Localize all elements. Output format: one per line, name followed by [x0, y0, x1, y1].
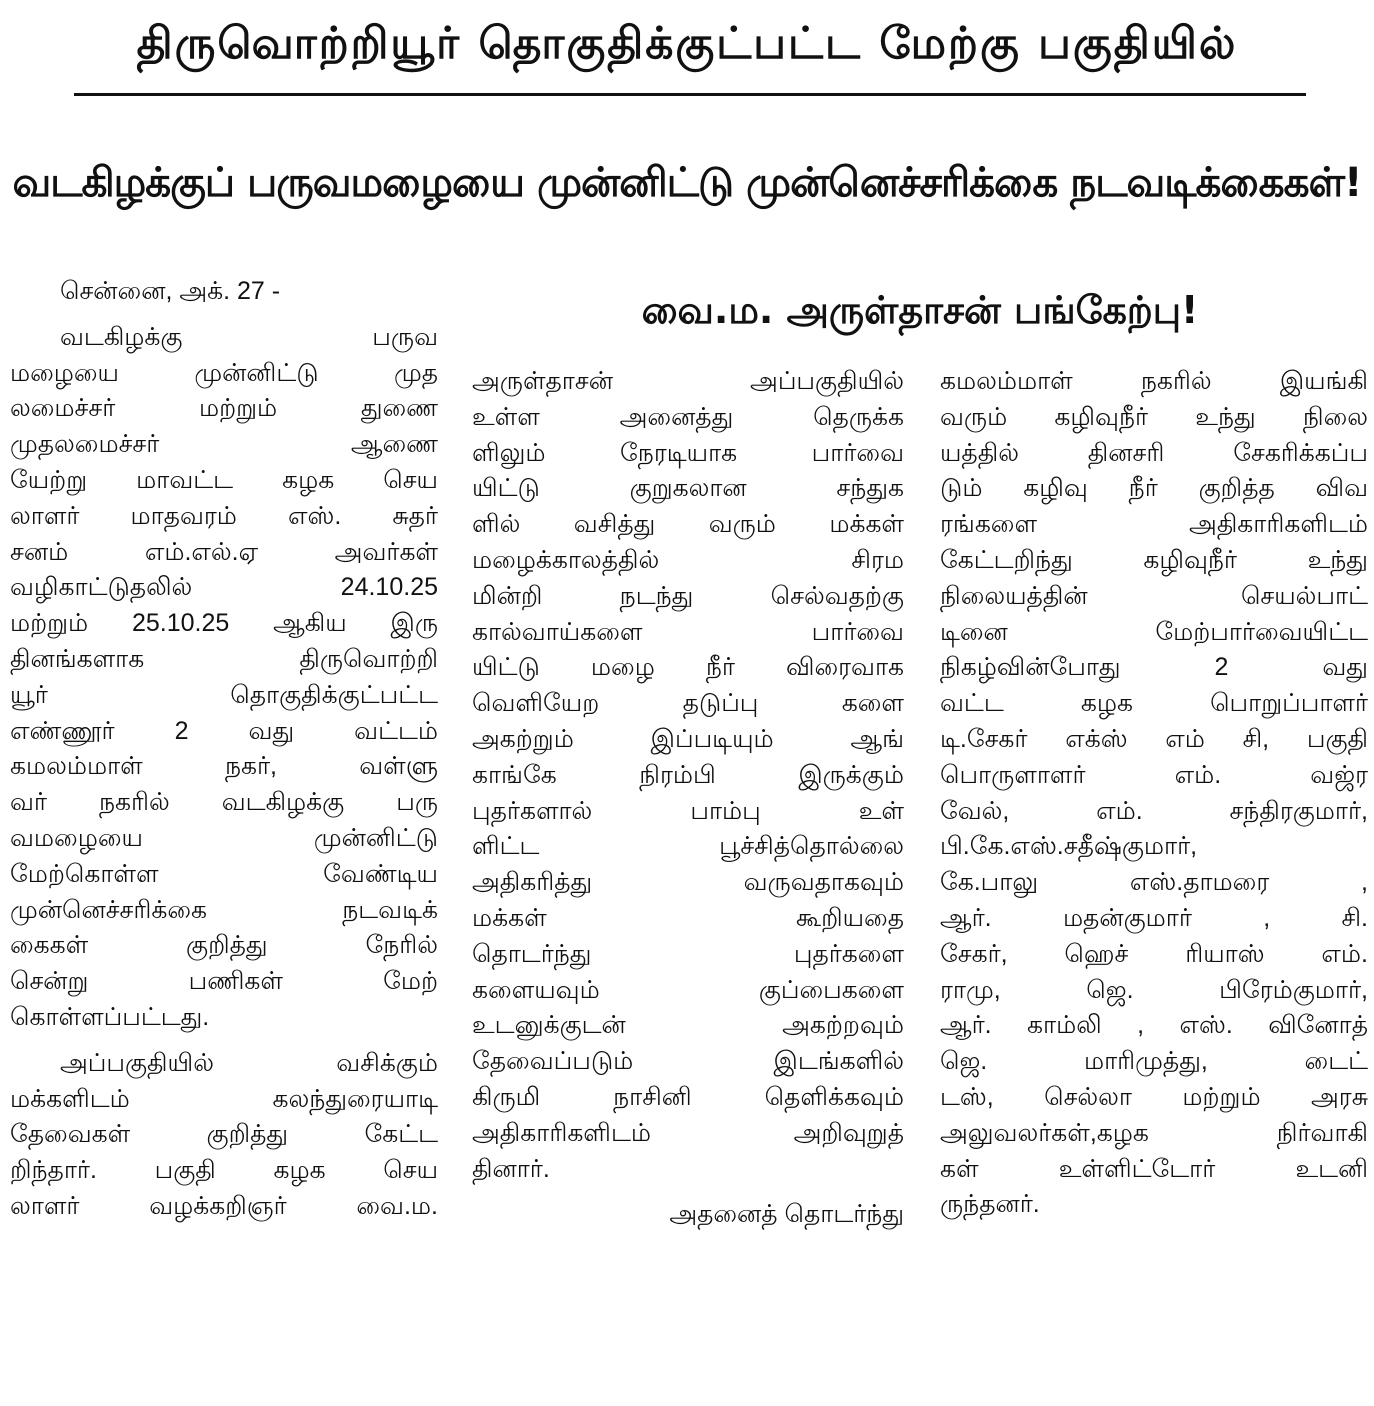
text-line: ளிட்ட பூச்சித்தொல்லை: [472, 832, 904, 861]
text-line: உள்ள அனைத்து தெருக்க: [472, 402, 904, 431]
text-line: ராமு, ஜெ. பிரேம்குமார்,: [940, 975, 1368, 1004]
article-headline: வடகிழக்குப் பருவமழையை முன்னிட்டு முன்னெச்சரிக்கை நடவடிக்கைகள்!: [12, 158, 1362, 206]
text-line: வடகிழக்கு பருவ: [60, 322, 438, 351]
text-line: யிட்டு மழை நீர் விரைவாக: [472, 653, 904, 682]
text-line: வரும் கழிவுநீர் உந்து நிலை: [940, 402, 1368, 431]
text-line: ரங்களை அதிகாரிகளிடம்: [940, 510, 1368, 539]
text-line: பி.கே.எஸ்.சதீஷ்குமார்,: [940, 832, 1198, 861]
text-line: வர் நகரில் வடகிழக்கு பரு: [10, 788, 438, 817]
text-column-2: [472, 364, 904, 1233]
text-line: அகற்றும் இப்படியும் ஆங்: [472, 724, 904, 753]
text-line: கால்வாய்களை பார்வை: [472, 617, 904, 646]
text-line: கைகள் குறித்து நேரில்: [10, 931, 438, 960]
text-line: வமழையை முன்னிட்டு: [10, 823, 438, 852]
text-line: மற்றும் 25.10.25 ஆகிய இரு: [10, 609, 438, 638]
text-line: அதனைத் தொடர்ந்து: [669, 1200, 904, 1229]
text-line: சனம் எம்.எல்.ஏ அவர்கள்: [10, 537, 438, 566]
text-line: டஸ், செல்லா மற்றும் அரசு: [940, 1082, 1368, 1111]
text-line: மழைக்காலத்தில் சிரம: [472, 545, 904, 574]
text-line: லமைச்சர் மற்றும் துணை: [10, 394, 438, 423]
text-line: சேகர், ஹெச் ரியாஸ் எம்.: [940, 939, 1368, 968]
text-line: தினங்களாக திருவொற்றி: [10, 644, 438, 673]
text-line: வெளியேற தடுப்பு களை: [472, 689, 904, 718]
text-line: ஆர். மதன்குமார் , சி.: [940, 903, 1368, 932]
text-line: யூர் தொகுதிக்குட்பட்ட: [10, 680, 438, 709]
text-line: ருந்தனர்.: [940, 1190, 1040, 1219]
text-line: அப்பகுதியில் வசிக்கும்: [60, 1048, 438, 1077]
text-line: முன்னெச்சரிக்கை நடவடிக்: [10, 895, 438, 924]
text-line: அதிகரித்து வருவதாகவும்: [472, 868, 904, 897]
text-line: அலுவலர்கள்,கழக நிர்வாகி: [940, 1118, 1368, 1147]
text-line: தொடர்ந்து புதர்களை: [472, 939, 904, 968]
text-column-1: [10, 274, 438, 1225]
text-line: மக்கள் கூறியதை: [472, 903, 904, 932]
text-line: தேவைப்படும் இடங்களில்: [472, 1047, 904, 1076]
text-line: நிலையத்தின் செயல்பாட்: [940, 581, 1368, 610]
text-line: முதலமைச்சர் ஆணை: [10, 430, 438, 459]
text-line: கொள்ளப்பட்டது.: [10, 1002, 210, 1031]
text-line: கேட்டறிந்து கழிவுநீர் உந்து: [940, 545, 1368, 574]
text-line: பொருளாளர் எம். வஜ்ர: [940, 760, 1368, 789]
paragraph-gap: [10, 1036, 438, 1046]
text-line: மக்களிடம் கலந்துரையாடி: [10, 1084, 438, 1113]
paragraph-gap: [472, 1187, 904, 1197]
text-line: கள் உள்ளிட்டோர் உடனி: [940, 1154, 1368, 1183]
text-line: மழையை முன்னிட்டு முத: [10, 358, 438, 387]
text-line: புதர்களால் பாம்பு உள்: [472, 796, 904, 825]
text-line: காங்கே நிரம்பி இருக்கும்: [472, 760, 904, 789]
text-line: ளிலும் நேரடியாக பார்வை: [472, 438, 904, 467]
text-line: சென்னை, அக். 27 -: [60, 277, 281, 305]
text-line: வழிகாட்டுதலில் 24.10.25: [10, 573, 438, 602]
kicker-rule: [74, 93, 1306, 96]
text-line: உடனுக்குடன் அகற்றவும்: [472, 1011, 904, 1040]
text-line: கமலம்மாள் நகரில் இயங்கி: [940, 367, 1368, 395]
text-line: யேற்று மாவட்ட கழக செய: [10, 465, 438, 494]
text-line: டி.சேகர் எக்ஸ் எம் சி, பகுதி: [940, 724, 1368, 753]
text-line: வேல், எம். சந்திரகுமார்,: [940, 796, 1368, 825]
article-subhead: வை.ம. அருள்தாசன் பங்கேற்பு!: [641, 288, 1199, 332]
text-line: கே.பாலு எஸ்.தாமரை ,: [940, 868, 1368, 897]
text-line: மேற்கொள்ள வேண்டிய: [10, 859, 438, 888]
text-column-3: [940, 364, 1368, 1223]
article-kicker: திருவொற்றியூர் தொகுதிக்குட்பட்ட மேற்கு பகுதியில்: [136, 18, 1238, 69]
text-line: எண்ணூர் 2 வது வட்டம்: [10, 716, 438, 745]
text-line: ஜெ. மாரிமுத்து, டைட்: [940, 1047, 1368, 1076]
text-line: ஆர். காம்லி , எஸ். வினோத்: [940, 1011, 1368, 1040]
text-line: டினை மேற்பார்வையிட்ட: [940, 617, 1368, 646]
text-line: கிருமி நாசினி தெளிக்கவும்: [472, 1082, 904, 1111]
text-line: வட்ட கழக பொறுப்பாளர்: [940, 689, 1368, 718]
text-line: ளில் வசித்து வரும் மக்கள்: [472, 510, 904, 539]
paragraph-gap: [10, 310, 438, 320]
text-line: சென்று பணிகள் மேற்: [10, 967, 438, 996]
text-line: தினார்.: [472, 1154, 550, 1183]
text-line: லாளர் வழக்கறிஞர் வை.ம.: [10, 1191, 438, 1220]
text-line: மின்றி நடந்து செல்வதற்கு: [472, 581, 904, 610]
text-line: டும் கழிவு நீர் குறித்த விவ: [940, 474, 1368, 503]
text-line: யத்தில் தினசரி சேகரிக்கப்ப: [940, 438, 1368, 467]
text-line: அதிகாரிகளிடம் அறிவுறுத்: [472, 1118, 904, 1147]
text-line: களையவும் குப்பைகளை: [472, 975, 904, 1004]
text-line: யிட்டு குறுகலான சந்துக: [472, 474, 904, 503]
text-line: கமலம்மாள் நகர், வள்ளு: [10, 752, 438, 781]
text-line: அருள்தாசன் அப்பகுதியில்: [472, 367, 904, 395]
text-line: நிகழ்வின்போது 2 வது: [940, 653, 1368, 682]
text-line: றிந்தார். பகுதி கழக செய: [10, 1156, 438, 1185]
text-line: லாளர் மாதவரம் எஸ். சுதர்: [10, 501, 438, 530]
text-line: தேவைகள் குறித்து கேட்ட: [10, 1120, 438, 1149]
